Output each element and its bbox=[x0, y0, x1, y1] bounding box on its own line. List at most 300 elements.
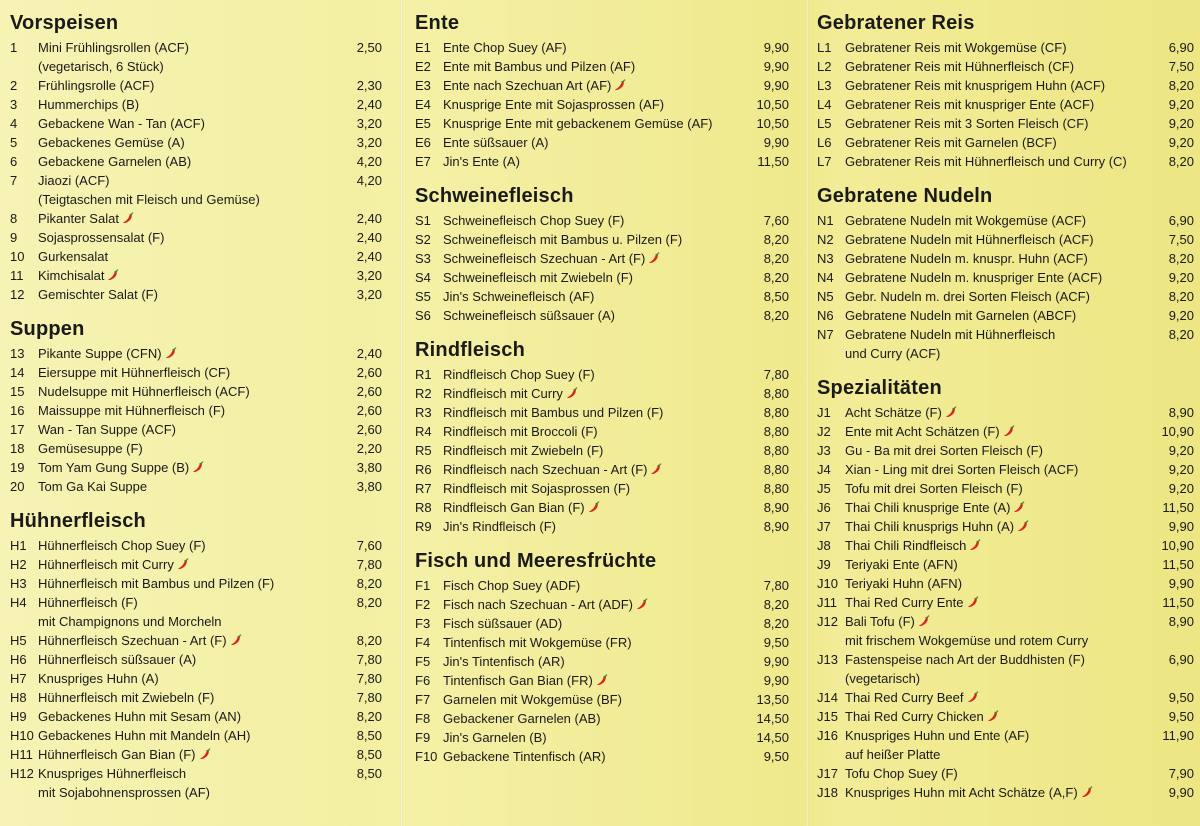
item-name bbox=[38, 650, 338, 669]
item-number: E1 bbox=[415, 40, 431, 55]
item-name-line bbox=[38, 536, 338, 555]
item-price: 2,40 bbox=[356, 230, 382, 245]
menu-item-e7 bbox=[415, 152, 789, 171]
item-name bbox=[443, 365, 745, 384]
menu-item-r7 bbox=[415, 479, 789, 498]
item-name bbox=[845, 268, 1150, 287]
item-price: 8,20 bbox=[1168, 327, 1194, 342]
menu-item-l2 bbox=[817, 57, 1194, 76]
item-name-line bbox=[845, 517, 1150, 536]
item-price: 8,50 bbox=[356, 728, 382, 743]
item-number: F4 bbox=[415, 635, 431, 650]
item-price: 8,20 bbox=[763, 251, 789, 266]
item-number: J7 bbox=[817, 519, 831, 534]
item-name bbox=[443, 747, 745, 766]
menu-item-n6 bbox=[817, 306, 1194, 325]
item-text: Ente mit Acht Schätzen (F) bbox=[845, 424, 1000, 439]
item-name bbox=[38, 439, 338, 458]
item-text: Thai Chili Rindfleisch bbox=[845, 538, 967, 553]
item-name bbox=[845, 441, 1150, 460]
item-name-line bbox=[38, 133, 338, 152]
item-number: N5 bbox=[817, 289, 834, 304]
item-name bbox=[845, 612, 1150, 650]
item-text: Gebr. Nudeln m. drei Sorten Fleisch (ACF) bbox=[845, 289, 1090, 304]
item-price: 2,20 bbox=[356, 441, 382, 456]
item-name bbox=[845, 574, 1150, 593]
item-text: Maissuppe mit Hühnerfleisch (F) bbox=[38, 403, 226, 418]
item-price: 13,50 bbox=[756, 692, 789, 707]
menu-item-j14 bbox=[817, 688, 1194, 707]
item-name bbox=[845, 57, 1150, 76]
menu-item-3 bbox=[10, 95, 382, 114]
item-price: 2,40 bbox=[356, 97, 382, 112]
item-price: 8,20 bbox=[1168, 78, 1194, 93]
item-number: 7 bbox=[10, 173, 18, 188]
section-title: Suppen bbox=[10, 318, 85, 340]
item-name bbox=[845, 249, 1150, 268]
item-number: 2 bbox=[10, 78, 18, 93]
item-text: Gebackener Garnelen (AB) bbox=[443, 711, 601, 726]
menu-item-e2 bbox=[415, 57, 789, 76]
item-price: 9,90 bbox=[763, 135, 789, 150]
menu-item-2 bbox=[10, 76, 382, 95]
item-name bbox=[443, 614, 745, 633]
menu-section-spezialitaeten bbox=[817, 373, 1194, 802]
menu-item-7 bbox=[10, 171, 382, 209]
menu-item-n1 bbox=[817, 211, 1194, 230]
item-name bbox=[443, 152, 745, 171]
item-name-line bbox=[38, 76, 338, 95]
item-name-line bbox=[38, 420, 338, 439]
chili-pepper-icon bbox=[107, 269, 119, 281]
item-text: Jin's Ente (A) bbox=[443, 154, 520, 169]
item-price: 7,60 bbox=[356, 538, 382, 553]
item-price: 4,20 bbox=[356, 173, 382, 188]
item-name bbox=[443, 230, 745, 249]
item-name bbox=[38, 458, 338, 477]
item-name-line bbox=[845, 152, 1150, 171]
chili-pepper-icon bbox=[650, 463, 662, 475]
item-name-line bbox=[38, 152, 338, 171]
menu-section-rindfleisch bbox=[415, 335, 789, 536]
menu-item-r3 bbox=[415, 403, 789, 422]
item-name bbox=[845, 688, 1150, 707]
item-name-line bbox=[38, 458, 338, 477]
item-number: F10 bbox=[415, 749, 438, 764]
item-text: Schweinefleisch mit Bambus u. Pilzen (F) bbox=[443, 232, 683, 247]
item-name bbox=[443, 498, 745, 517]
menu-item-h7 bbox=[10, 669, 382, 688]
item-price: 9,90 bbox=[763, 78, 789, 93]
item-description-line bbox=[845, 344, 1150, 363]
item-price: 8,20 bbox=[763, 308, 789, 323]
item-name bbox=[443, 652, 745, 671]
item-price: 10,90 bbox=[1161, 424, 1194, 439]
item-name bbox=[845, 517, 1150, 536]
item-name-line bbox=[443, 306, 745, 325]
item-name-line bbox=[38, 688, 338, 707]
item-price: 7,80 bbox=[356, 671, 382, 686]
item-name-line bbox=[38, 209, 338, 228]
item-number: R6 bbox=[415, 462, 432, 477]
item-price: 9,20 bbox=[1168, 270, 1194, 285]
item-text: Xian - Ling mit drei Sorten Fleisch (ACF) bbox=[845, 462, 1079, 477]
item-description-line bbox=[845, 745, 1150, 764]
menu-item-r8 bbox=[415, 498, 789, 517]
item-price: 8,20 bbox=[763, 232, 789, 247]
item-text: Hühnerfleisch mit Bambus und Pilzen (F) bbox=[38, 576, 275, 591]
chili-pepper-icon bbox=[122, 212, 134, 224]
item-text: Gebratener Reis mit Garnelen (BCF) bbox=[845, 135, 1057, 150]
item-number: N2 bbox=[817, 232, 834, 247]
item-text: Ente süßsauer (A) bbox=[443, 135, 549, 150]
item-text: Jin's Rindfleisch (F) bbox=[443, 519, 557, 534]
menu-item-j11 bbox=[817, 593, 1194, 612]
item-number: J1 bbox=[817, 405, 831, 420]
item-name-line bbox=[443, 576, 745, 595]
item-price: 9,20 bbox=[1168, 135, 1194, 150]
item-number: J14 bbox=[817, 690, 838, 705]
item-text: Fastenspeise nach Art der Buddhisten (F) bbox=[845, 652, 1085, 667]
item-name-line bbox=[38, 228, 338, 247]
item-number: S2 bbox=[415, 232, 431, 247]
item-number: H8 bbox=[10, 690, 27, 705]
menu-item-l6 bbox=[817, 133, 1194, 152]
item-text: Gebratener Reis mit Hühnerfleisch (CF) bbox=[845, 59, 1075, 74]
item-text: Gebratener Reis mit knuspriger Ente (ACF) bbox=[845, 97, 1095, 112]
menu-item-10 bbox=[10, 247, 382, 266]
item-price: 14,50 bbox=[756, 730, 789, 745]
item-name bbox=[845, 152, 1150, 171]
item-text: Rindfleisch Gan Bian (F) bbox=[443, 500, 585, 515]
item-price: 8,20 bbox=[763, 597, 789, 612]
item-number: 19 bbox=[10, 460, 25, 475]
menu-item-j2 bbox=[817, 422, 1194, 441]
item-name-line bbox=[845, 249, 1150, 268]
item-name-line bbox=[845, 441, 1150, 460]
menu-item-5 bbox=[10, 133, 382, 152]
chili-pepper-icon bbox=[588, 501, 600, 513]
item-name bbox=[845, 650, 1150, 688]
menu-item-h10 bbox=[10, 726, 382, 745]
item-name-line bbox=[443, 441, 745, 460]
item-text: Schweinefleisch Chop Suey (F) bbox=[443, 213, 625, 228]
item-price: 8,20 bbox=[1168, 154, 1194, 169]
item-text: Gebratene Nudeln m. knuspr. Huhn (ACF) bbox=[845, 251, 1088, 266]
item-name-line bbox=[845, 707, 1150, 726]
item-text: und Curry (ACF) bbox=[845, 346, 941, 361]
item-price: 8,20 bbox=[356, 709, 382, 724]
section-title: Rindfleisch bbox=[415, 339, 525, 361]
section-title: Vorspeisen bbox=[10, 12, 119, 34]
chili-pepper-icon bbox=[967, 691, 979, 703]
menu-section-schweinefleisch bbox=[415, 181, 789, 325]
item-price: 8,90 bbox=[1168, 405, 1194, 420]
menu-item-n3 bbox=[817, 249, 1194, 268]
item-name bbox=[38, 420, 338, 439]
item-name-line bbox=[38, 344, 338, 363]
chili-pepper-icon bbox=[945, 406, 957, 418]
item-text: Gemischter Salat (F) bbox=[38, 287, 158, 302]
menu-item-h4 bbox=[10, 593, 382, 631]
item-number: H10 bbox=[10, 728, 34, 743]
menu-item-j8 bbox=[817, 536, 1194, 555]
item-text: Tofu mit drei Sorten Fleisch (F) bbox=[845, 481, 1023, 496]
item-number: H4 bbox=[10, 595, 27, 610]
item-number: 11 bbox=[10, 268, 24, 283]
item-name bbox=[443, 422, 745, 441]
item-name bbox=[443, 57, 745, 76]
item-text: Jin's Garnelen (B) bbox=[443, 730, 547, 745]
menu-item-n5 bbox=[817, 287, 1194, 306]
chili-pepper-icon bbox=[177, 558, 189, 570]
item-number: N4 bbox=[817, 270, 834, 285]
item-price: 8,90 bbox=[763, 500, 789, 515]
item-name bbox=[845, 325, 1150, 363]
item-text: Ente Chop Suey (AF) bbox=[443, 40, 567, 55]
item-name bbox=[443, 690, 745, 709]
menu-item-j4 bbox=[817, 460, 1194, 479]
section-title: Gebratener Reis bbox=[817, 12, 975, 34]
item-price: 2,60 bbox=[356, 384, 382, 399]
menu-item-17 bbox=[10, 420, 382, 439]
item-text: Gebackene Garnelen (AB) bbox=[38, 154, 192, 169]
item-name bbox=[443, 384, 745, 403]
item-text: Gebratener Reis mit Wokgemüse (CF) bbox=[845, 40, 1067, 55]
item-name bbox=[443, 287, 745, 306]
item-price: 7,80 bbox=[356, 690, 382, 705]
item-name-line bbox=[443, 595, 745, 614]
menu-item-e3 bbox=[415, 76, 789, 95]
item-text: Knuspriges Hühnerfleisch bbox=[38, 766, 187, 781]
item-number: 10 bbox=[10, 249, 25, 264]
item-text: Rindfleisch mit Broccoli (F) bbox=[443, 424, 598, 439]
item-name bbox=[443, 595, 745, 614]
item-number: H9 bbox=[10, 709, 27, 724]
item-text: Gebackene Wan - Tan (ACF) bbox=[38, 116, 205, 131]
item-name-line bbox=[845, 650, 1150, 669]
item-number: E7 bbox=[415, 154, 431, 169]
item-number: F3 bbox=[415, 616, 431, 631]
item-number: H6 bbox=[10, 652, 27, 667]
item-text: Gebackenes Huhn mit Sesam (AN) bbox=[38, 709, 242, 724]
item-number: 13 bbox=[10, 346, 25, 361]
item-price: 9,50 bbox=[1168, 709, 1194, 724]
menu-item-s3 bbox=[415, 249, 789, 268]
item-price: 7,80 bbox=[356, 557, 382, 572]
menu-item-h2 bbox=[10, 555, 382, 574]
item-name-line bbox=[845, 325, 1150, 344]
menu-item-h9 bbox=[10, 707, 382, 726]
item-price: 8,20 bbox=[356, 576, 382, 591]
menu-item-l1 bbox=[817, 38, 1194, 57]
item-name bbox=[845, 306, 1150, 325]
item-name-line bbox=[845, 422, 1150, 441]
item-number: F5 bbox=[415, 654, 431, 669]
menu-item-f10 bbox=[415, 747, 789, 766]
item-name-line bbox=[845, 479, 1150, 498]
item-name-line bbox=[443, 460, 745, 479]
item-number: E2 bbox=[415, 59, 431, 74]
item-number: 6 bbox=[10, 154, 18, 169]
item-number: R3 bbox=[415, 405, 432, 420]
item-name-line bbox=[443, 403, 745, 422]
menu-section-vorspeisen bbox=[10, 8, 382, 304]
item-name-line bbox=[443, 249, 745, 268]
item-price: 7,90 bbox=[1168, 766, 1194, 781]
item-name-line bbox=[38, 764, 338, 783]
menu-item-n2 bbox=[817, 230, 1194, 249]
item-number: J10 bbox=[817, 576, 838, 591]
chili-pepper-icon bbox=[969, 539, 981, 551]
item-name-line bbox=[38, 382, 338, 401]
item-number: 16 bbox=[10, 403, 25, 418]
item-text: Ente mit Bambus und Pilzen (AF) bbox=[443, 59, 636, 74]
item-name bbox=[845, 593, 1150, 612]
item-price: 2,40 bbox=[356, 249, 382, 264]
item-number: J16 bbox=[817, 728, 838, 743]
item-price: 2,60 bbox=[356, 422, 382, 437]
item-number: L2 bbox=[817, 59, 832, 74]
item-name bbox=[38, 247, 338, 266]
item-number: E3 bbox=[415, 78, 431, 93]
menu-item-h11 bbox=[10, 745, 382, 764]
item-name-line bbox=[443, 76, 745, 95]
item-text: Knuspriges Huhn (A) bbox=[38, 671, 159, 686]
item-name-line bbox=[845, 57, 1150, 76]
menu-item-r4 bbox=[415, 422, 789, 441]
item-text: Fisch süßsauer (AD) bbox=[443, 616, 563, 631]
item-text: Wan - Tan Suppe (ACF) bbox=[38, 422, 176, 437]
item-price: 9,20 bbox=[1168, 462, 1194, 477]
item-name bbox=[443, 95, 745, 114]
item-text: Gebratene Nudeln m. knuspriger Ente (ACF) bbox=[845, 270, 1103, 285]
item-number: S1 bbox=[415, 213, 431, 228]
item-text: Thai Red Curry Ente bbox=[845, 595, 964, 610]
item-number: H2 bbox=[10, 557, 27, 572]
item-price: 3,20 bbox=[356, 135, 382, 150]
item-name bbox=[845, 536, 1150, 555]
item-number: S3 bbox=[415, 251, 431, 266]
chili-pepper-icon bbox=[918, 615, 930, 627]
item-number: F2 bbox=[415, 597, 431, 612]
item-price: 8,90 bbox=[763, 519, 789, 534]
item-number: S5 bbox=[415, 289, 431, 304]
item-name-line bbox=[38, 114, 338, 133]
item-name bbox=[443, 211, 745, 230]
item-price: 7,60 bbox=[763, 213, 789, 228]
item-name bbox=[38, 114, 338, 133]
menu-item-8 bbox=[10, 209, 382, 228]
menu-item-l5 bbox=[817, 114, 1194, 133]
item-number: J2 bbox=[817, 424, 831, 439]
menu-item-f2 bbox=[415, 595, 789, 614]
item-number: 15 bbox=[10, 384, 25, 399]
item-text: (vegetarisch) bbox=[845, 671, 921, 686]
item-name-line bbox=[38, 555, 338, 574]
item-name-line bbox=[38, 266, 338, 285]
item-number: J6 bbox=[817, 500, 831, 515]
item-price: 11,90 bbox=[1162, 728, 1194, 743]
item-description-line bbox=[38, 190, 338, 209]
item-name-line bbox=[443, 690, 745, 709]
item-number: R9 bbox=[415, 519, 432, 534]
item-name bbox=[443, 76, 745, 95]
menu-section-suppen bbox=[10, 314, 382, 496]
item-name-line bbox=[845, 460, 1150, 479]
menu-item-r9 bbox=[415, 517, 789, 536]
item-text: Kimchisalat bbox=[38, 268, 105, 283]
item-price: 8,20 bbox=[1168, 251, 1194, 266]
item-name bbox=[845, 76, 1150, 95]
item-price: 3,20 bbox=[356, 116, 382, 131]
menu-item-h3 bbox=[10, 574, 382, 593]
item-price: 3,20 bbox=[356, 268, 382, 283]
menu-item-n7 bbox=[817, 325, 1194, 363]
section-title: Spezialitäten bbox=[817, 377, 942, 399]
item-price: 9,50 bbox=[763, 635, 789, 650]
item-text: Hühnerfleisch Gan Bian (F) bbox=[38, 747, 196, 762]
item-price: 8,80 bbox=[763, 481, 789, 496]
item-name-line bbox=[443, 633, 745, 652]
item-price: 8,20 bbox=[763, 270, 789, 285]
menu-item-f5 bbox=[415, 652, 789, 671]
item-text: Hühnerfleisch (F) bbox=[38, 595, 138, 610]
item-name bbox=[443, 460, 745, 479]
item-number: L1 bbox=[817, 40, 832, 55]
item-number: F9 bbox=[415, 730, 431, 745]
chili-pepper-icon bbox=[1003, 425, 1015, 437]
item-price: 7,80 bbox=[763, 367, 789, 382]
item-name-line bbox=[38, 669, 338, 688]
menu-item-j7 bbox=[817, 517, 1194, 536]
item-name-line bbox=[38, 285, 338, 304]
item-text: Gebackenes Huhn mit Mandeln (AH) bbox=[38, 728, 251, 743]
chili-pepper-icon bbox=[230, 634, 242, 646]
item-number: 8 bbox=[10, 211, 18, 226]
item-description-line bbox=[845, 669, 1150, 688]
menu-item-20 bbox=[10, 477, 382, 496]
item-name-line bbox=[845, 287, 1150, 306]
item-text: Rindfleisch nach Szechuan - Art (F) bbox=[443, 462, 648, 477]
item-text: Tintenfisch Gan Bian (FR) bbox=[443, 673, 593, 688]
menu-item-r6 bbox=[415, 460, 789, 479]
item-price: 9,90 bbox=[1168, 519, 1194, 534]
menu-item-f9 bbox=[415, 728, 789, 747]
item-description-line bbox=[38, 612, 338, 631]
item-name bbox=[38, 669, 338, 688]
item-name-line bbox=[845, 783, 1150, 802]
item-name bbox=[443, 671, 745, 690]
menu-item-h5 bbox=[10, 631, 382, 650]
item-name bbox=[845, 707, 1150, 726]
item-name bbox=[443, 479, 745, 498]
menu-column-2 bbox=[403, 0, 809, 826]
item-name bbox=[845, 230, 1150, 249]
chili-pepper-icon bbox=[566, 387, 578, 399]
item-name bbox=[443, 517, 745, 536]
menu-item-j6 bbox=[817, 498, 1194, 517]
item-price: 2,40 bbox=[356, 346, 382, 361]
item-price: 10,50 bbox=[756, 97, 789, 112]
item-price: 7,50 bbox=[1168, 59, 1194, 74]
item-number: L4 bbox=[817, 97, 832, 112]
item-number: H11 bbox=[10, 747, 33, 762]
item-number: J8 bbox=[817, 538, 831, 553]
item-name bbox=[443, 633, 745, 652]
item-name-line bbox=[38, 593, 338, 612]
item-text: Knuspriges Huhn und Ente (AF) bbox=[845, 728, 1030, 743]
